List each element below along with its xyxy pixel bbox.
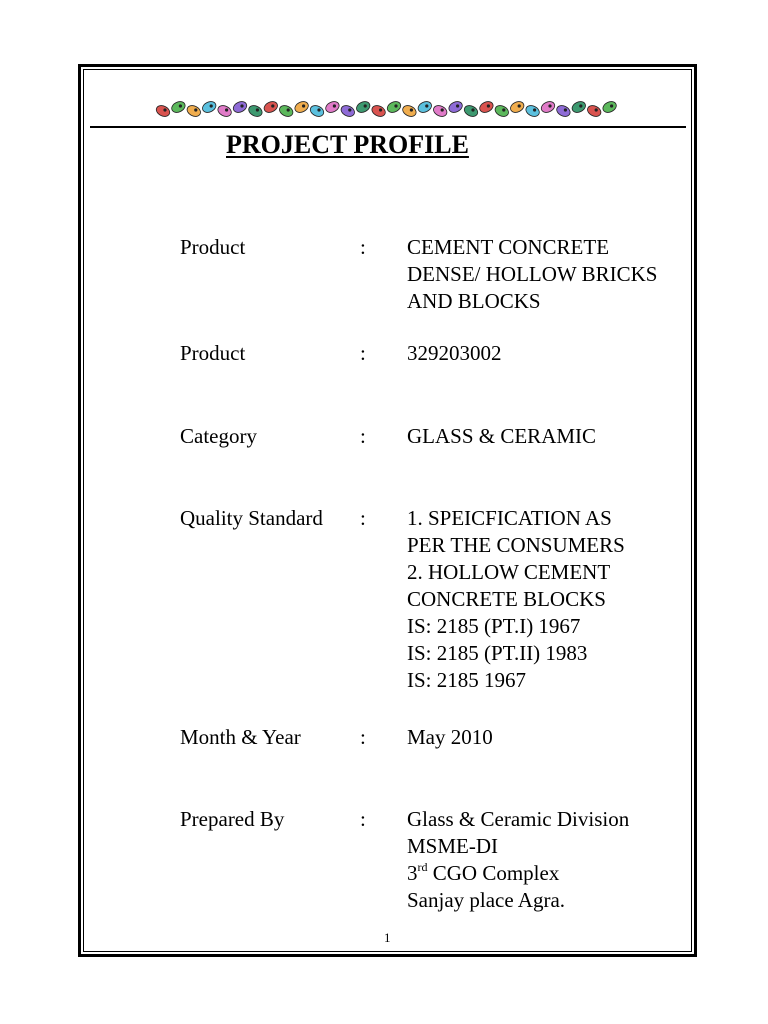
page-number: 1 [384, 930, 391, 945]
field-value [407, 806, 629, 914]
field-separator: : [360, 506, 366, 530]
field-separator: : [360, 235, 366, 259]
field-value [407, 505, 625, 694]
field-value [407, 423, 596, 450]
value-line: May 2010 [407, 725, 493, 749]
address-line [407, 860, 629, 887]
document-title: PROJECT PROFILE [226, 130, 469, 159]
address-rest: CGO Complex [427, 861, 560, 885]
field-separator: : [360, 424, 366, 448]
value-line: Glass & Ceramic Division [407, 807, 630, 831]
field-separator: : [360, 725, 366, 749]
field-label: Quality Standard [180, 506, 323, 530]
field-value [407, 724, 493, 751]
value-line: 2. HOLLOW CEMENT [407, 560, 611, 584]
city-line: Sanjay place Agra. [407, 888, 566, 912]
value-line: GLASS & CERAMIC [407, 424, 597, 448]
value-line: CEMENT CONCRETE [407, 235, 610, 259]
value-line: PER THE CONSUMERS [407, 533, 625, 557]
field-separator: : [360, 341, 366, 365]
value-line: MSME-DI [407, 834, 499, 858]
field-label: Prepared By [180, 807, 285, 831]
decorative-border-art [155, 98, 621, 120]
field-separator: : [360, 807, 366, 831]
value-line: DENSE/ HOLLOW BRICKS [407, 262, 658, 286]
value-line: IS: 2185 (PT.II) 1983 [407, 641, 588, 665]
value-line: IS: 2185 (PT.I) 1967 [407, 614, 581, 638]
field-label: Product [180, 341, 246, 365]
value-line: 329203002 [407, 341, 502, 365]
value-line: CONCRETE BLOCKS [407, 587, 606, 611]
value-line: IS: 2185 1967 [407, 668, 527, 692]
field-label: Category [180, 424, 257, 448]
value-line: AND BLOCKS [407, 289, 541, 313]
field-value [407, 234, 657, 315]
field-label: Product [180, 235, 246, 259]
value-line: 1. SPEICFICATION AS [407, 506, 612, 530]
address-ordinal-suffix: rd [417, 860, 428, 874]
address-ordinal: 3 [407, 861, 418, 885]
field-label: Month & Year [180, 725, 301, 749]
field-value [407, 340, 502, 367]
